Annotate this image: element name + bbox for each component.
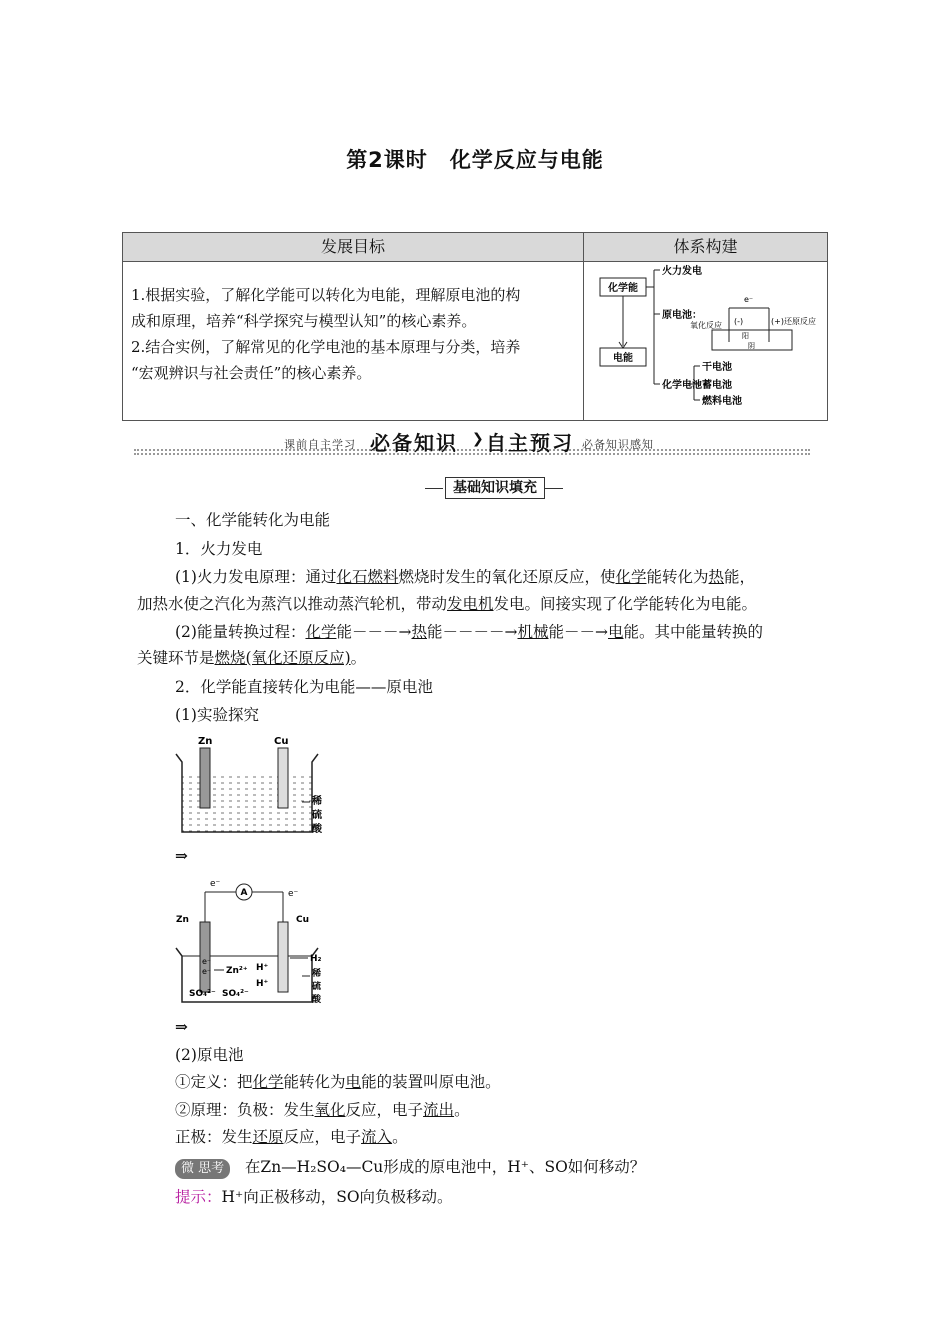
- hint: [175, 1187, 453, 1207]
- definition: ①定义：把化学能转化为电能的装置叫原电池。: [175, 1073, 501, 1091]
- beaker-figure-1: [172, 732, 332, 840]
- fuel-cell-label: 燃料电池: [702, 396, 742, 407]
- thermal-label: 火力发电: [662, 266, 702, 277]
- elec-energy-label: 电能: [613, 353, 633, 364]
- sulfate-label-2: SO₄²⁻: [222, 989, 249, 999]
- section-banner: [134, 427, 810, 457]
- electron-label: e⁻: [744, 295, 754, 304]
- primary-cell-heading: (2)原电池: [175, 1046, 244, 1064]
- electron-in-zn: e⁻: [202, 957, 212, 966]
- ammeter-label: A: [240, 888, 248, 898]
- chem-energy-label: 化学能: [608, 283, 638, 294]
- banner-left-text: 课前自主学习: [284, 438, 356, 451]
- yin-label: 阴: [748, 342, 755, 350]
- experiment-heading: (1)实验探究: [175, 706, 259, 724]
- banner-dotted-line: [134, 449, 810, 452]
- electron-label-right: e⁻: [288, 889, 299, 899]
- electron-label-left: e⁻: [210, 879, 221, 889]
- lesson-topic: 化学反应与电能: [449, 148, 604, 172]
- goals-text: [123, 262, 584, 421]
- system-diagram-cell: [584, 262, 828, 421]
- banner-dotted-line: [134, 453, 810, 456]
- electron-in-zn-2: e⁻: [202, 967, 212, 976]
- section-label-text: 基础知识填充: [445, 477, 545, 499]
- dry-cell-label: 干电池: [702, 362, 732, 373]
- acid-label-1b: 硫: [312, 810, 322, 821]
- cu-label-1: Cu: [274, 736, 289, 747]
- lesson-number: 第2课时: [346, 148, 428, 172]
- pos-label: (+)还原反应: [771, 317, 816, 326]
- banner-title: 必备知识: [370, 431, 458, 455]
- para-energy-process: (2)能量转换过程：化学能－－－→热能－－－－→机械能－－→电能。其中能量转换的: [175, 623, 764, 641]
- hint-label: 提示：: [175, 1188, 222, 1206]
- section-label: [425, 477, 563, 499]
- yang-label: 阳: [742, 332, 749, 340]
- oxidation-label: 氧化反应: [690, 321, 722, 330]
- heading-1-2: 2．化学能直接转化为电能——原电池: [175, 678, 433, 696]
- primary-label: 原电池：: [662, 310, 702, 321]
- goals-table: [122, 232, 828, 421]
- arrow-2: ⇒: [175, 1017, 188, 1036]
- storage-cell-label: 蓄电池: [702, 380, 732, 391]
- zn-label-2: Zn: [176, 915, 189, 925]
- principle: ②原理：负极：发生氧化反应，电子流出。: [175, 1101, 470, 1119]
- heading-1-1: 1．火力发电: [175, 540, 263, 558]
- think-text: 在Zn—H₂SO₄—Cu形成的原电池中，H⁺、SO如何移动？: [244, 1158, 646, 1176]
- para-energy-process-cont: 关键环节是燃烧(氧化还原反应)。: [137, 649, 367, 667]
- hint-text: H⁺向正极移动，SO向负极移动。: [221, 1188, 453, 1206]
- acid-label-2c: 酸: [312, 995, 322, 1005]
- goal-line: 2.结合实例，了解常见的化学电池的基本原理与分类，培养: [131, 338, 521, 356]
- zn2-ion-label: Zn²⁺: [226, 966, 248, 976]
- system-header: 体系构建: [584, 233, 828, 262]
- banner-divider-icon: ❯: [472, 431, 486, 447]
- heading-1: 一、化学能转化为电能: [175, 511, 331, 529]
- arrow-1: ⇒: [175, 846, 188, 865]
- banner-right-text: 必备知识感知: [582, 438, 654, 451]
- para-principle: (1)火力发电原理：通过化石燃料燃烧时发生的氧化还原反应，使化学能转化为热能，: [175, 568, 756, 586]
- acid-label-1a: 稀: [312, 796, 322, 807]
- goal-line: 成和原理，培养“科学探究与模型认知”的核心素养。: [131, 312, 477, 330]
- hplus-label-2: H⁺: [256, 979, 269, 989]
- label-rule: [425, 488, 443, 489]
- system-diagram: [584, 262, 828, 418]
- goal-line: “宏观辨识与社会责任”的核心素养。: [131, 364, 372, 382]
- think-badge: 微 思考: [175, 1159, 230, 1179]
- neg-label: (-): [734, 317, 744, 326]
- banner-subtitle: 自主预习: [486, 431, 574, 455]
- acid-label-1c: 酸: [312, 824, 322, 835]
- page-title: [0, 144, 950, 174]
- acid-label-2a: 稀: [312, 969, 322, 979]
- para-principle-cont: 加热水使之汽化为蒸汽以推动蒸汽轮机，带动发电机发电。间接实现了化学能转化为电能。: [137, 595, 758, 613]
- h2-label: H₂: [310, 954, 322, 964]
- chem-battery-label: 化学电池: [662, 380, 702, 391]
- acid-label-2b: 硫: [312, 982, 322, 992]
- sulfate-label-1: SO₄²⁻: [189, 989, 216, 999]
- hplus-label-1: H⁺: [256, 963, 269, 973]
- goals-header: 发展目标: [123, 233, 584, 262]
- positive-electrode: 正极：发生还原反应，电子流入。: [175, 1128, 408, 1146]
- goal-line: 1.根据实验，了解化学能可以转化为电能，理解原电池的构: [131, 286, 521, 304]
- zn-label-1: Zn: [198, 736, 213, 747]
- label-rule: [545, 488, 563, 489]
- cu-label-2: Cu: [296, 915, 310, 925]
- galvanic-cell-figure: [172, 872, 338, 1008]
- think-question: [175, 1157, 645, 1179]
